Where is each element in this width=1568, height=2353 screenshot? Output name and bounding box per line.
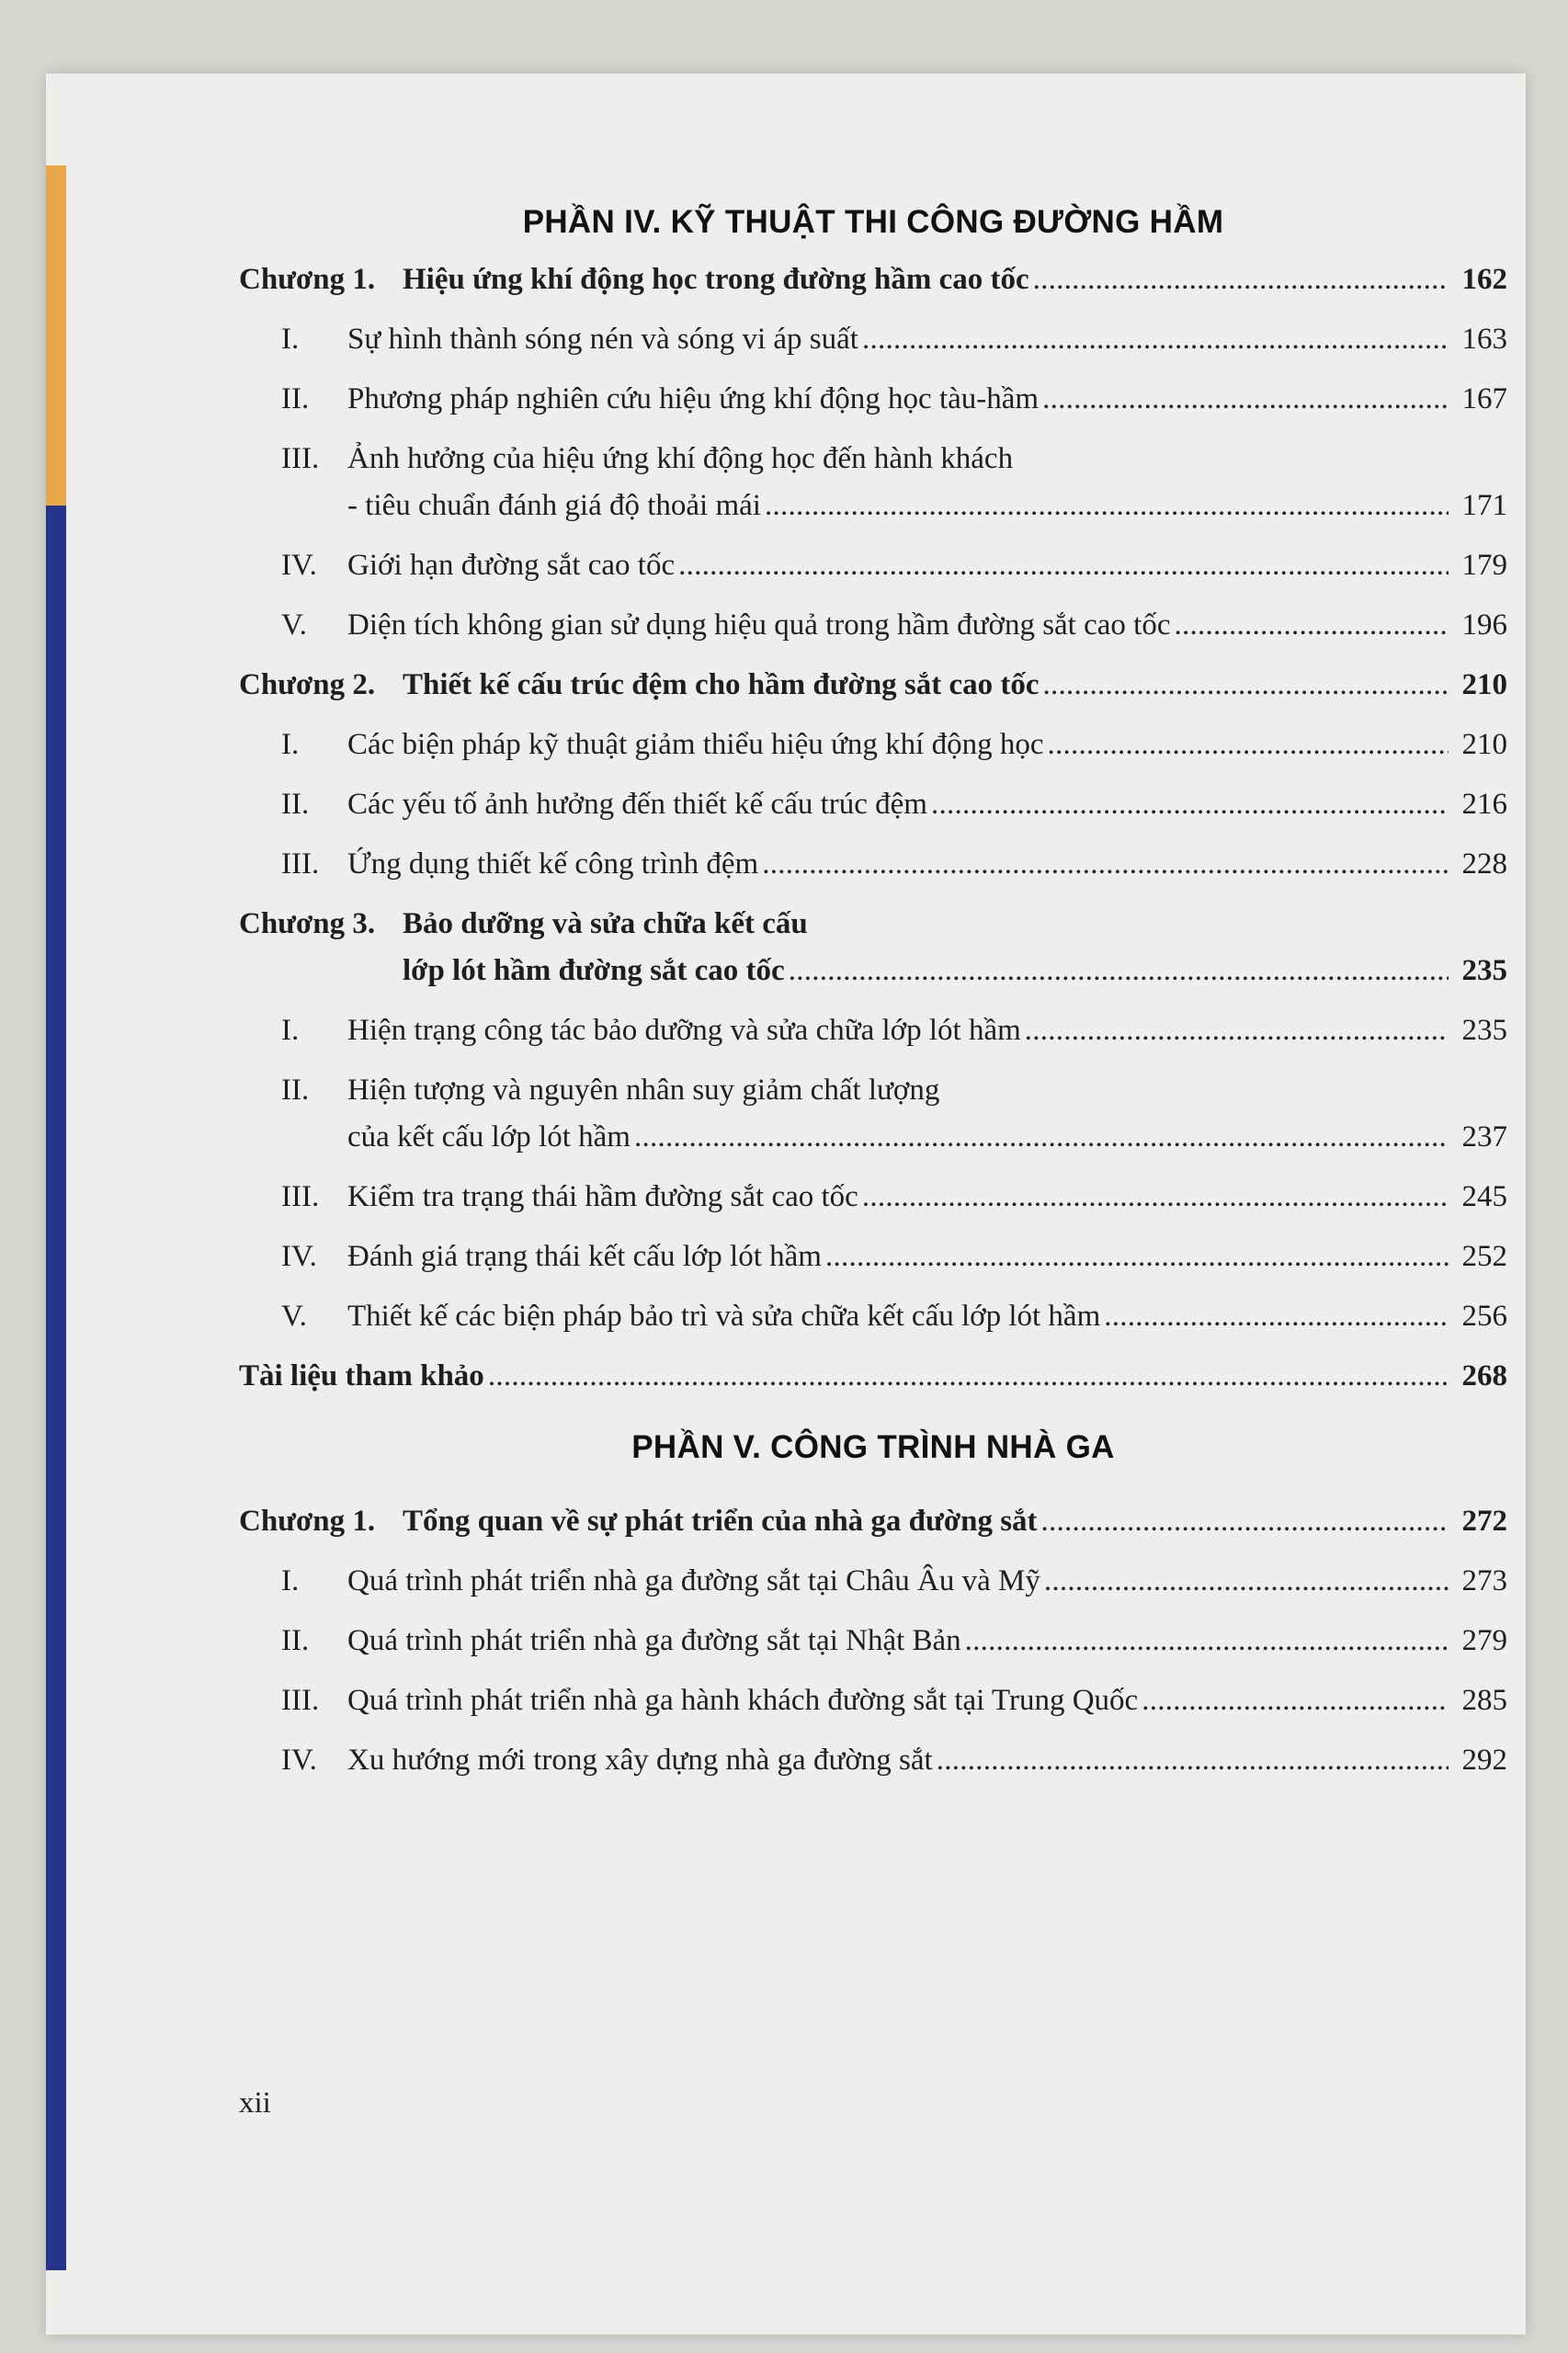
section-entry-continued: [239, 1119, 1507, 1155]
section-title: Hiện trạng công tác bảo dưỡng và sửa chữa lớp lót hầm: [347, 1014, 1021, 1047]
section-title: Quá trình phát triển nhà ga đường sắt tại Nhật Bản: [347, 1624, 961, 1657]
leader-dots: [634, 1119, 1449, 1155]
page-number: 285: [1461, 1684, 1507, 1717]
section-number: I.: [281, 323, 300, 356]
page-number: 216: [1461, 788, 1507, 821]
section-title: Sự hình thành sóng nén và sóng vi áp suất: [347, 323, 858, 356]
page-number: 292: [1461, 1744, 1507, 1777]
page-number: 179: [1461, 549, 1507, 582]
page-number: 273: [1461, 1564, 1507, 1597]
chapter-entry: [239, 261, 1507, 298]
page-number: 235: [1461, 1014, 1507, 1047]
section-number: I.: [281, 728, 300, 761]
chapter-title-continued: lớp lót hầm đường sắt cao tốc: [403, 954, 785, 987]
chapter-number: Chương 1.: [239, 263, 376, 296]
leader-dots: [678, 547, 1449, 584]
page-number: 210: [1461, 668, 1507, 701]
chapter-title: Hiệu ứng khí động học trong đường hầm cao tốc: [403, 263, 1029, 296]
section-number: II.: [281, 382, 310, 415]
chapter-entry: [239, 905, 1507, 942]
leader-dots: [1042, 381, 1449, 417]
entry-title: Tài liệu tham khảo: [239, 1359, 484, 1392]
page-number: 167: [1461, 382, 1507, 415]
leader-dots: [1048, 726, 1449, 763]
section-entry: [239, 1238, 1507, 1275]
chapter-title: Thiết kế cấu trúc đệm cho hầm đường sắt cao tốc: [403, 668, 1040, 701]
page-number: 235: [1461, 954, 1507, 987]
chapter-number: Chương 1.: [239, 1505, 376, 1538]
section-title: Các yếu tố ảnh hưởng đến thiết kế cấu trúc đệm: [347, 788, 927, 821]
section-entry: [239, 547, 1507, 584]
section-number: III.: [281, 1180, 320, 1213]
page-number: 268: [1461, 1359, 1507, 1392]
section-number: V.: [281, 608, 307, 642]
section-title: Xu hướng mới trong xây dựng nhà ga đường sắt: [347, 1744, 933, 1777]
section-entry: [239, 607, 1507, 643]
page-number: 171: [1461, 489, 1507, 522]
section-title: Diện tích không gian sử dụng hiệu quả trong hầm đường sắt cao tốc: [347, 608, 1171, 642]
section-entry: [239, 440, 1507, 477]
section-number: I.: [281, 1564, 300, 1597]
page-folio: xii: [239, 2086, 271, 2120]
leader-dots: [765, 487, 1449, 524]
section-entry: [239, 321, 1507, 358]
book-page: [46, 74, 1526, 2335]
chapter-entry: [239, 666, 1507, 703]
page-number: 228: [1461, 847, 1507, 881]
section-entry: [239, 1012, 1507, 1049]
chapter-entry-continued: [239, 952, 1507, 989]
leader-dots: [1041, 1503, 1449, 1540]
section-entry: [239, 1563, 1507, 1599]
section-title: Giới hạn đường sắt cao tốc: [347, 549, 676, 582]
section-number: III.: [281, 847, 320, 881]
leader-dots: [1142, 1682, 1449, 1719]
leader-dots: [1025, 1012, 1449, 1049]
section-entry-continued: [239, 487, 1507, 524]
leader-dots: [825, 1238, 1449, 1275]
chapter-title: Tổng quan về sự phát triển của nhà ga đường sắt: [403, 1505, 1038, 1538]
section-title-continued: - tiêu chuẩn đánh giá độ thoải mái: [347, 489, 761, 522]
section-title: Phương pháp nghiên cứu hiệu ứng khí động học tàu-hầm: [347, 382, 1040, 415]
leader-dots: [937, 1742, 1449, 1779]
chapter-entry: [239, 1503, 1507, 1540]
chapter-number: Chương 2.: [239, 668, 376, 701]
leader-dots: [1033, 261, 1449, 298]
section-number: IV.: [281, 1744, 317, 1777]
leader-dots: [862, 321, 1449, 358]
section-entry: [239, 1682, 1507, 1719]
page-number: 210: [1461, 728, 1507, 761]
page-number: 245: [1461, 1180, 1507, 1213]
leader-dots: [965, 1622, 1449, 1659]
leader-dots: [862, 1178, 1449, 1215]
section-number: II.: [281, 1074, 310, 1107]
leader-dots: [1174, 607, 1449, 643]
section-number: I.: [281, 1014, 300, 1047]
section-title: Quá trình phát triển nhà ga hành khách đường sắt tại Trung Quốc: [347, 1684, 1139, 1717]
section-entry: [239, 1622, 1507, 1659]
section-title: Đánh giá trạng thái kết cấu lớp lót hầm: [347, 1240, 822, 1273]
section-entry: [239, 726, 1507, 763]
section-title: Các biện pháp kỹ thuật giảm thiểu hiệu ứng khí động học: [347, 728, 1044, 761]
page-number: 279: [1461, 1624, 1507, 1657]
section-number: III.: [281, 1684, 320, 1717]
page-number: 272: [1461, 1505, 1507, 1538]
leader-dots: [488, 1358, 1449, 1394]
chapter-title: Bảo dưỡng và sửa chữa kết cấu: [403, 907, 808, 940]
chapter-number: Chương 3.: [239, 907, 376, 940]
section-entry: [239, 381, 1507, 417]
section-entry: [239, 1072, 1507, 1108]
part-title: PHẦN V. CÔNG TRÌNH NHÀ GA: [631, 1429, 1115, 1465]
section-entry: [239, 786, 1507, 823]
section-title: Ảnh hưởng của hiệu ứng khí động học đến hành khách: [347, 442, 1014, 475]
page-number: 162: [1461, 263, 1507, 296]
section-title: Hiện tượng và nguyên nhân suy giảm chất lượng: [347, 1074, 940, 1107]
section-title: Kiểm tra trạng thái hầm đường sắt cao tốc: [347, 1180, 858, 1213]
spine-stripe-orange: [46, 165, 66, 506]
page-number: 196: [1461, 608, 1507, 642]
section-number: IV.: [281, 1240, 317, 1273]
part-entries: [239, 261, 1507, 1335]
page-number: 252: [1461, 1240, 1507, 1273]
page-number: 237: [1461, 1120, 1507, 1154]
leader-dots: [762, 846, 1449, 882]
section-entry: [239, 1178, 1507, 1215]
table-of-contents: [239, 191, 1507, 1802]
page-number: 256: [1461, 1300, 1507, 1333]
section-title: Thiết kế các biện pháp bảo trì và sửa chữa kết cấu lớp lót hầm: [347, 1300, 1101, 1333]
section-title: Quá trình phát triển nhà ga đường sắt tại Châu Âu và Mỹ: [347, 1564, 1040, 1597]
section-entry: [239, 1298, 1507, 1335]
section-number: V.: [281, 1300, 307, 1333]
leader-dots: [1043, 666, 1449, 703]
section-number: III.: [281, 442, 320, 475]
section-title: Ứng dụng thiết kế công trình đệm: [347, 847, 759, 881]
section-entry: [239, 1742, 1507, 1779]
section-number: IV.: [281, 549, 317, 582]
section-number: II.: [281, 1624, 310, 1657]
part-entries: [239, 1503, 1507, 1779]
leader-dots: [1044, 1563, 1449, 1599]
page-number: 163: [1461, 323, 1507, 356]
leader-dots: [789, 952, 1449, 989]
references-entry: [239, 1358, 1507, 1394]
section-entry: [239, 846, 1507, 882]
leader-dots: [931, 786, 1449, 823]
leader-dots: [1104, 1298, 1449, 1335]
section-number: II.: [281, 788, 310, 821]
spine-stripe-blue: [46, 506, 66, 2270]
part-title: PHẦN IV. KỸ THUẬT THI CÔNG ĐƯỜNG HẦM: [522, 204, 1224, 240]
section-title-continued: của kết cấu lớp lót hầm: [347, 1120, 631, 1154]
